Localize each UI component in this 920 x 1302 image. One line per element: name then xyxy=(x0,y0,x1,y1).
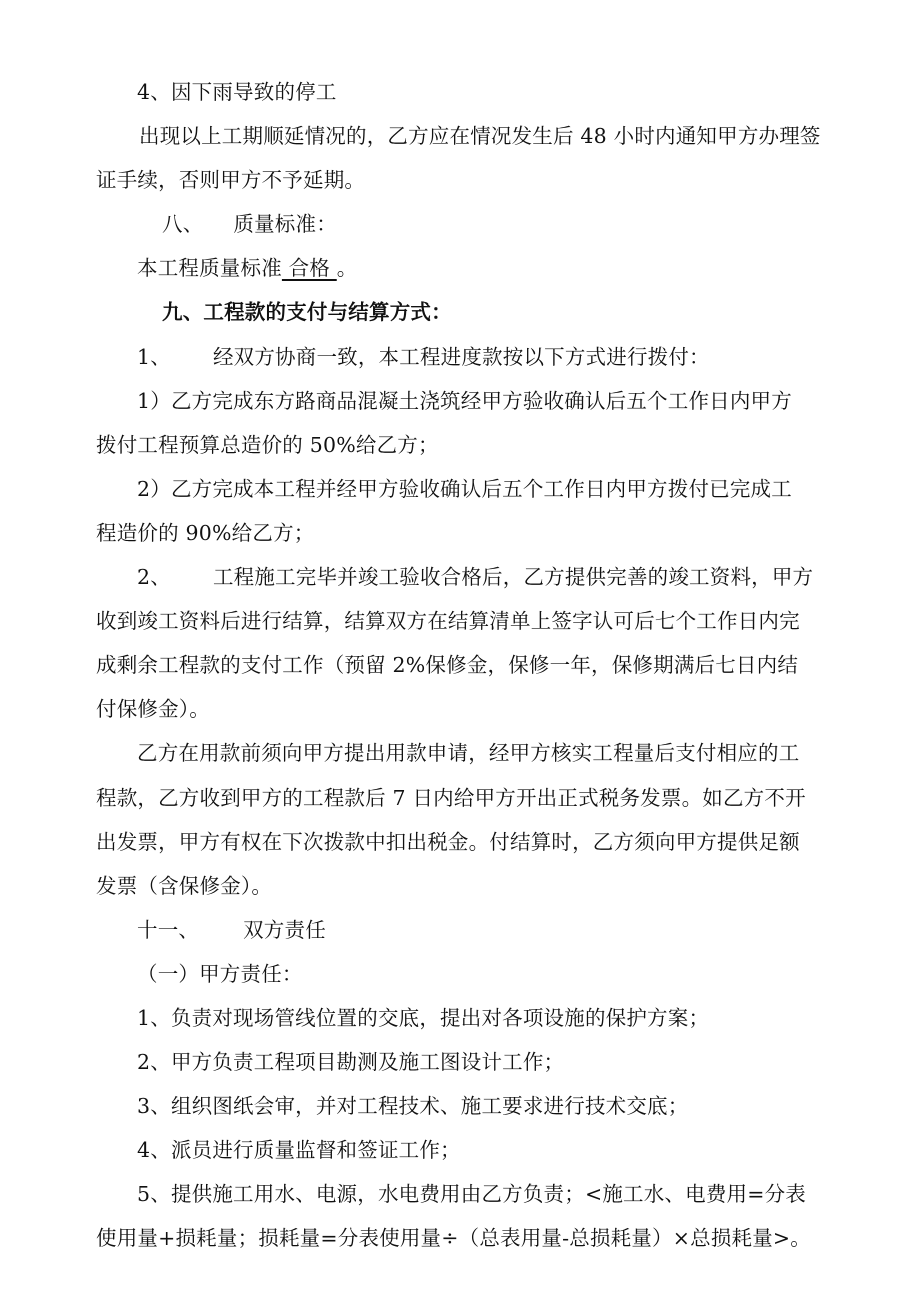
list-item xyxy=(0,1128,920,1172)
line-text: 程造价的 90%给乙方； xyxy=(96,520,315,545)
line-text: 乙方在用款前须向甲方提出用款申请，经甲方核实工程量后支付相应的工 xyxy=(137,741,800,766)
line-text: 5、提供施工用水、电源，水电费用由乙方负责；<施工水、电费用=分表 xyxy=(137,1182,806,1207)
quality-value: 合格 xyxy=(281,256,337,281)
line-text: 3、组织图纸会审，并对工程技术、施工要求进行技术交底； xyxy=(137,1094,689,1119)
section-heading-responsibilities xyxy=(0,908,920,952)
item-number: 2、 xyxy=(137,565,171,590)
paragraph-line xyxy=(0,114,920,158)
line-text: 4、派员进行质量监督和签证工作； xyxy=(137,1138,461,1163)
paragraph-line xyxy=(0,423,920,467)
paragraph-line xyxy=(0,820,920,864)
section-number: 十一、 xyxy=(137,917,200,942)
line-text: （一）甲方责任： xyxy=(137,961,303,986)
section-number: 八、 xyxy=(162,212,204,237)
line-text: 证手续，否则甲方不予延期。 xyxy=(96,168,366,193)
line-text: 拨付工程预算总造价的 50%给乙方； xyxy=(96,432,439,457)
line-text: 2、甲方负责工程项目勘测及施工图设计工作； xyxy=(137,1050,565,1075)
line-text: 成剩余工程款的支付工作（预留 2%保修金，保修一年，保修期满后七日内结 xyxy=(96,653,799,678)
section-title: 九、工程款的支付与结算方式： xyxy=(162,300,452,325)
paragraph-line xyxy=(0,599,920,643)
line-text: 收到竣工资料后进行结算，结算双方在结算清单上签字认可后七个工作日内完 xyxy=(96,609,800,634)
paragraph-line xyxy=(0,379,920,423)
line-text: 出现以上工期顺延情况的，乙方应在情况发生后 48 小时内通知甲方办理签 xyxy=(139,124,821,149)
line-text: 1）乙方完成东方路商品混凝土浇筑经甲方验收确认后五个工作日内甲方 xyxy=(137,388,792,413)
section-title: 双方责任 xyxy=(243,917,326,942)
paragraph-line xyxy=(0,467,920,511)
item-text: 经双方协商一致，本工程进度款按以下方式进行拨付： xyxy=(212,344,710,369)
list-item xyxy=(0,1084,920,1128)
paragraph-line xyxy=(0,1216,920,1260)
quality-suffix: 。 xyxy=(336,256,358,281)
paragraph-line xyxy=(0,731,920,775)
paragraph-line xyxy=(0,158,920,202)
line-text: 2）乙方完成本工程并经甲方验收确认后五个工作日内甲方拨付已完成工 xyxy=(137,476,792,501)
line-text: 程款，乙方收到甲方的工程款后 7 日内给甲方开出正式税务发票。如乙方不开 xyxy=(96,785,806,810)
line-text: 出发票，甲方有权在下次拨款中扣出税金。付结算时，乙方须向甲方提供足额 xyxy=(96,829,800,854)
payment-item-2 xyxy=(0,555,920,599)
section-heading-quality xyxy=(0,202,920,246)
line-text: 1、负责对现场管线位置的交底，提出对各项设施的保护方案； xyxy=(137,1005,710,1030)
paragraph-line xyxy=(0,643,920,687)
item-text: 工程施工完毕并竣工验收合格后，乙方提供完善的竣工资料，甲方 xyxy=(212,565,814,590)
item-number: 1、 xyxy=(137,344,171,369)
paragraph-line xyxy=(0,687,920,731)
list-item xyxy=(0,996,920,1040)
quality-label: 本工程质量标准 xyxy=(137,256,282,281)
line-text: 发票（含保修金）。 xyxy=(96,873,273,898)
payment-item-1 xyxy=(0,335,920,379)
item-number: 4、 xyxy=(137,80,171,104)
list-item xyxy=(0,1040,920,1084)
clause-4-rain-stoppage xyxy=(0,70,920,114)
paragraph-line xyxy=(0,511,920,555)
paragraph-line xyxy=(0,864,920,908)
paragraph-line xyxy=(0,776,920,820)
quality-standard-line xyxy=(0,246,920,290)
line-text: 使用量+损耗量；损耗量=分表使用量÷（总表用量-总损耗量）×总损耗量>。 xyxy=(96,1226,812,1251)
list-item xyxy=(0,1172,920,1216)
section-title: 质量标准： xyxy=(233,212,337,237)
item-text: 因下雨导致的停工 xyxy=(170,80,337,104)
section-heading-payment xyxy=(0,290,920,334)
line-text: 付保修金）。 xyxy=(96,697,210,722)
subsection-party-a xyxy=(0,952,920,996)
contract-body xyxy=(0,70,920,1261)
